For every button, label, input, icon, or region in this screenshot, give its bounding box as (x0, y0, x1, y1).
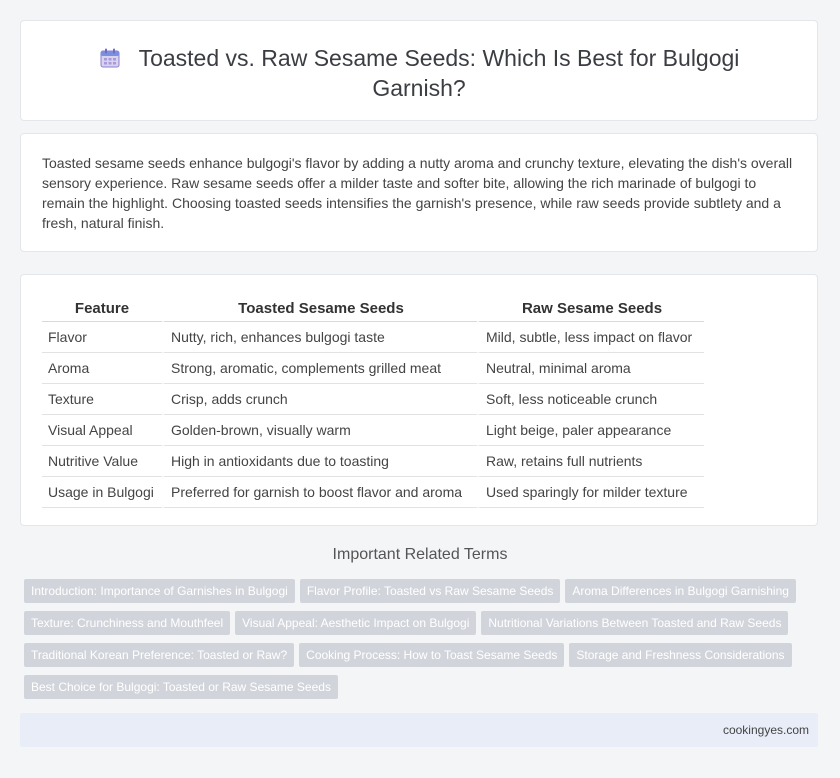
related-tag[interactable]: Cooking Process: How to Toast Sesame Seeds (299, 643, 564, 667)
calendar-icon (99, 47, 121, 69)
table-cell: Neutral, minimal aroma (477, 353, 704, 384)
related-tag[interactable]: Introduction: Importance of Garnishes in Bulgogi (24, 579, 295, 603)
table-cell: Aroma (42, 353, 162, 384)
table-cell: Texture (42, 384, 162, 415)
table-cell: Flavor (42, 322, 162, 353)
table-cell: Used sparingly for milder texture (477, 477, 704, 508)
related-tag[interactable]: Traditional Korean Preference: Toasted or Raw? (24, 643, 294, 667)
table-cell: Strong, aromatic, complements grilled meat (162, 353, 477, 384)
intro-paragraph: Toasted sesame seeds enhance bulgogi's flavor by adding a nutty aroma and crunchy texture, elevating the dish's overall sensory experience. Raw sesame seeds offer a milder taste and softer bite, allowing the rich marinade of bulgogi to remain the highlight. Choosing toasted seeds intensifies the garnish's presence, while raw seeds provide subtlety and a fresh, natural finish. (42, 155, 793, 231)
related-tag[interactable]: Visual Appeal: Aesthetic Impact on Bulgogi (235, 611, 476, 635)
table-cell: Nutritive Value (42, 446, 162, 477)
related-tag[interactable]: Nutritional Variations Between Toasted and Raw Seeds (481, 611, 788, 635)
table-cell: Crisp, adds crunch (162, 384, 477, 415)
header-toasted: Toasted Sesame Seeds (162, 295, 477, 322)
comparison-card (20, 274, 818, 526)
comparison-table (42, 295, 704, 508)
related-terms-tags (24, 579, 814, 707)
table-cell: Preferred for garnish to boost flavor and aroma (162, 477, 477, 508)
table-cell: Visual Appeal (42, 415, 162, 446)
related-tag[interactable]: Best Choice for Bulgogi: Toasted or Raw Sesame Seeds (24, 675, 338, 699)
related-tag[interactable]: Flavor Profile: Toasted vs Raw Sesame Seeds (300, 579, 561, 603)
table-row (42, 477, 704, 508)
table-cell: Raw, retains full nutrients (477, 446, 704, 477)
related-tag[interactable]: Texture: Crunchiness and Mouthfeel (24, 611, 230, 635)
table-cell: Light beige, paler appearance (477, 415, 704, 446)
related-tag[interactable]: Aroma Differences in Bulgogi Garnishing (565, 579, 796, 603)
footer-site-link[interactable]: cookingyes.com (722, 723, 809, 737)
table-row (42, 446, 704, 477)
table-header-row (42, 295, 704, 322)
page-title-wrap (81, 43, 757, 103)
table-cell: Mild, subtle, less impact on flavor (477, 322, 704, 353)
page-title: Toasted vs. Raw Sesame Seeds: Which Is Best for Bulgogi Garnish? (138, 45, 740, 101)
intro-card (20, 133, 818, 252)
table-cell: Golden-brown, visually warm (162, 415, 477, 446)
table-row (42, 415, 704, 446)
footer (20, 713, 818, 747)
header-raw: Raw Sesame Seeds (477, 295, 704, 322)
table-cell: Usage in Bulgogi (42, 477, 162, 508)
related-terms-heading: Important Related Terms (332, 546, 508, 563)
table-row (42, 353, 704, 384)
table-cell: High in antioxidants due to toasting (162, 446, 477, 477)
header-feature: Feature (42, 295, 162, 322)
table-row (42, 322, 704, 353)
related-tag[interactable]: Storage and Freshness Considerations (569, 643, 791, 667)
title-card (20, 20, 818, 121)
table-cell: Soft, less noticeable crunch (477, 384, 704, 415)
table-cell: Nutty, rich, enhances bulgogi taste (162, 322, 477, 353)
table-row (42, 384, 704, 415)
